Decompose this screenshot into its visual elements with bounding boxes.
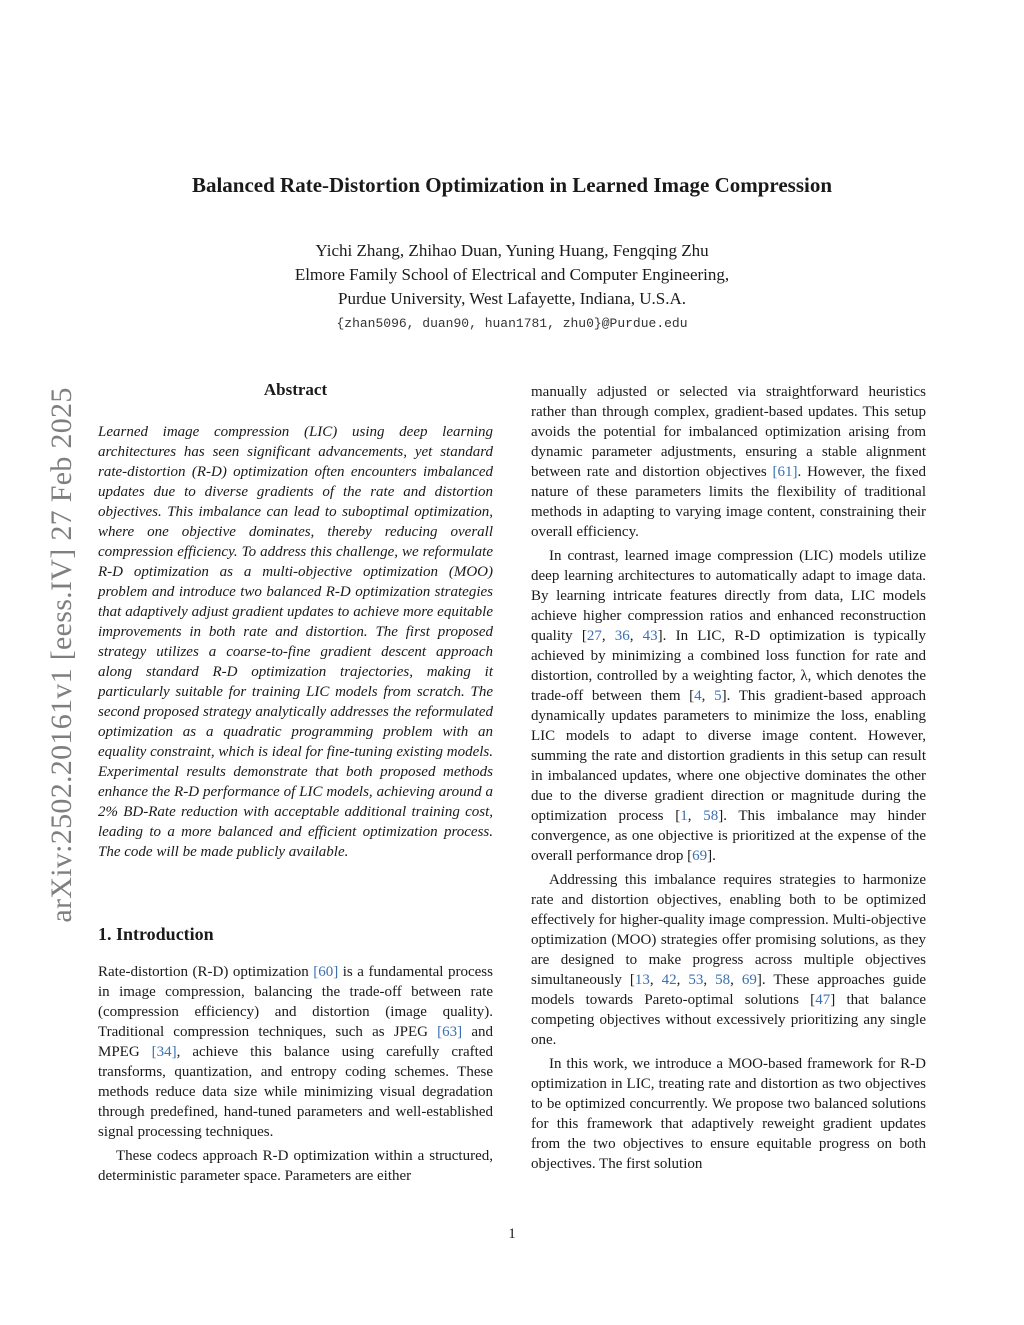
text-run: . However, the fixed nature of these parameters limits the flexibility of traditional methods in adapting to varying image content, constraining their overall efficiency. (531, 464, 926, 540)
citation-link[interactable]: 4 (694, 688, 702, 704)
author-names: Yichi Zhang, Zhihao Duan, Yuning Huang, Fengqing Zhu (315, 241, 709, 260)
text-run: ]. This imbalance may hinder convergence, as one objective is prioritized at the expense of the overall performance drop [ (531, 808, 926, 864)
citation-link[interactable]: 69 (692, 848, 708, 864)
text-run: ]. (707, 848, 716, 864)
citation-link[interactable]: 13 (634, 972, 650, 988)
citation-link[interactable]: 27 (586, 628, 602, 644)
citation-link[interactable]: 58 (715, 972, 731, 988)
text-run: , (687, 808, 704, 824)
intro-paragraph-2: These codecs approach R-D optimization within a structured, deterministic parameter space. Parameters are either (98, 1148, 493, 1184)
text-run: Rate-distortion (R-D) optimization (98, 964, 314, 980)
text-run: , (649, 972, 662, 988)
text-run: ] that balance competing objectives without excessively prioritizing any single one. (531, 992, 926, 1048)
citation-link[interactable]: 58 (703, 808, 719, 824)
citation-link[interactable]: 69 (741, 972, 757, 988)
citation-link[interactable]: [61] (772, 464, 798, 480)
citation-link[interactable]: 53 (688, 972, 704, 988)
text-run: In contrast, learned image compression (LIC) models utilize deep learning architectures to automatically adapt to image data. By learning intricate features directly from data, LIC models achieve higher compression ratios and enhanced reconstruction quality [ (531, 548, 926, 644)
citation-link[interactable]: 43 (642, 628, 658, 644)
citation-link[interactable]: [63] (437, 1024, 463, 1040)
text-run: , (676, 972, 689, 988)
citation-link[interactable]: 42 (661, 972, 677, 988)
left-column (98, 380, 493, 1186)
right-paragraph-4: In this work, we introduce a MOO-based framework for R-D optimization in LIC, treating rate and distortion as two objectives to be optimized concurrently. We propose two balanced solutions for this framework that adaptively reweight gradient updates from the two objectives to ensure equitable progress on both objectives. The first solution (531, 1056, 926, 1172)
text-run: ]. This gradient-based approach dynamically updates parameters to minimize the loss, enabling LIC models to adapt to diverse image content. However, summing the rate and distortion gradients in this setup can result in imbalanced updates, where one objective dominates the other due to the diverse gradient direction or magnitude during the optimization process [ (531, 688, 927, 824)
right-paragraph-2 (531, 546, 926, 866)
text-run: Addressing this imbalance requires strategies to harmonize rate and distortion objectives, enabling both to be optimized effectively for higher-quality image compression. Multi-objective optimization (MOO) strategies offer promising solutions, as they are designed to make progress across multiple objectives simultaneously [ (531, 872, 926, 988)
introduction-heading: 1. Introduction (98, 924, 214, 944)
citation-link[interactable]: 5 (714, 688, 722, 704)
text-run: ]. These approaches guide models towards Pareto-optimal solutions [ (531, 972, 927, 1008)
text-run: manually adjusted or selected via straightforward heuristics rather than through complex, gradient-based updates. This setup avoids the potential for imbalanced optimization arising from dynamic parameter adjustments, ensuring a stable alignment between rate and distortion objectives (531, 384, 926, 480)
citation-link[interactable]: 36 (614, 628, 630, 644)
text-run: , (730, 972, 742, 988)
text-run: , (629, 628, 643, 644)
paper-title: Balanced Rate-Distortion Optimization in Learned Image Compression (191, 173, 833, 197)
citation-link[interactable]: [34] (151, 1044, 177, 1060)
right-paragraph-3 (531, 870, 926, 1050)
text-run: , achieve this balance using carefully crafted transforms, quantization, and entropy coding schemes. These methods reduce data size while minimizing visual degradation through predefined, hand-tuned parameters and well-established signal processing techniques. (98, 1044, 493, 1140)
text-run: is a fundamental process in image compression, balancing the trade-off between rate (compression efficiency) and distortion (image quality). Traditional compression techniques, such as JPEG (98, 964, 493, 1040)
text-run: ]. In LIC, R-D optimization is typically achieved by minimizing a combined loss function for rate and distortion, controlled by a weighting factor, λ, which denotes the trade-off between them [ (531, 628, 926, 704)
text-run: , (601, 628, 615, 644)
author-emails: {zhan5096, duan90, huan1781, zhu0}@Purdue.edu (336, 316, 688, 331)
right-column (531, 382, 926, 1174)
intro-paragraph-1 (98, 962, 493, 1142)
affiliation-line-2: Purdue University, West Lafayette, Indiana, U.S.A. (338, 289, 686, 308)
text-run: , (703, 972, 716, 988)
citation-link[interactable]: 1 (680, 808, 688, 824)
abstract-heading: Abstract (263, 380, 328, 399)
arxiv-identifier-stamp: arXiv:2502.20161v1 [eess.IV] 27 Feb 2025 (45, 387, 78, 923)
text-run: and MPEG (98, 1024, 493, 1060)
abstract-text: Learned image compression (LIC) using deep learning architectures has seen significant advancements, yet standard rate-distortion (R-D) optimization often encounters imbalanced updates due to diverse gradients of the rate and distortion objectives. This imbalance can lead to suboptimal optimization, where one objective dominates, thereby reducing overall compression efficiency. To address this challenge, we reformulate R-D optimization as a multi-objective optimization (MOO) problem and introduce two balanced R-D optimization strategies that adaptively adjust gradient updates to achieve more equitable improvements in both rate and distortion. The first proposed strategy utilizes a coarse-to-fine gradient descent approach along standard R-D optimization trajectories, making it particularly suitable for training LIC models from scratch. The second proposed strategy analytically addresses the reformulated optimization as a quadratic programming problem with an equality constraint, which is ideal for fine-tuning existing models. Experimental results demonstrate that both proposed methods enhance the R-D performance of LIC models, achieving around a 2% BD-Rate reduction with acceptable additional training cost, leading to a more balanced and efficient optimization process. The code will be made publicly available. (98, 424, 493, 860)
text-run: , (701, 688, 715, 704)
citation-link[interactable]: 47 (815, 992, 831, 1008)
right-paragraph-1 (531, 382, 926, 542)
citation-link[interactable]: [60] (313, 964, 339, 980)
page-number: 1 (508, 1226, 516, 1242)
affiliation-line-1: Elmore Family School of Electrical and Computer Engineering, (294, 265, 730, 284)
